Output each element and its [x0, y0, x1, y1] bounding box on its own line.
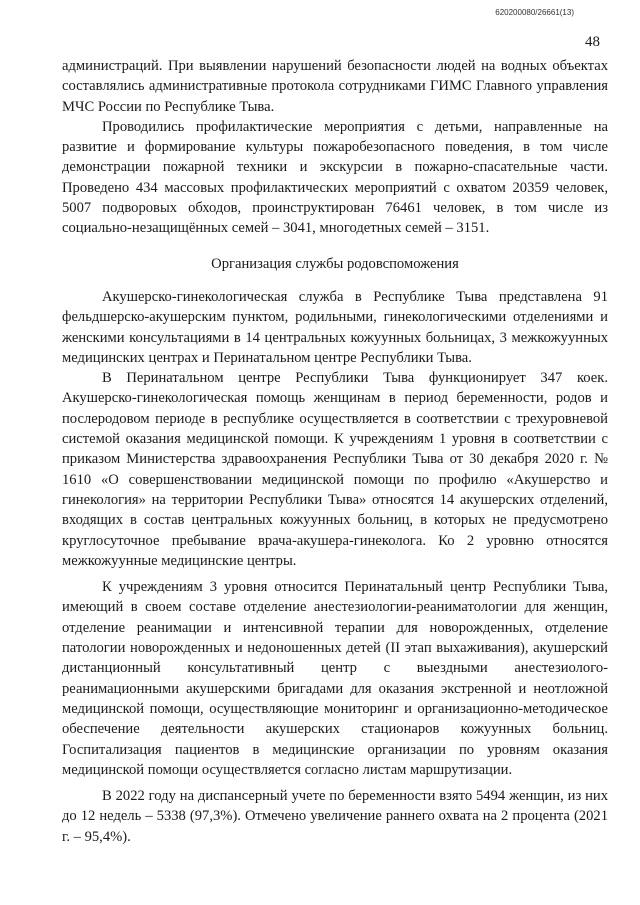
paragraph-perinatal-center: В Перинатальном центре Республики Тыва функционирует 347 коек. Акушерско-гинекологическая помощь женщинам в период беременности, родов и послеродовом периоде в республике осуществляется в соответствии с трехуровневой системой оказания медицинской помощи. К учреждениям 1 уровня в соответствии с приказом Министерства здравоохранения Республики Тыва от 30 декабря 2020 г. № 1610 «О совершенствовании медицинской помощи по профилю «Акушерство и гинекология» на территории Республики Тыва» относятся 14 акушерских отделений, входящих в состав центральных кожуунных больниц, в которых не предусмотрено круглосуточное пребывание врача-акушера-гинеколога. Ко 2 уровню относятся межкожуунные медицинские центры. — [62, 370, 608, 569]
section-heading: Организация службы родовспоможения — [211, 255, 459, 272]
paragraph-obstetric-service: Акушерско-гинекологическая служба в Республике Тыва представлена 91 фельдшерско-акушерским пунктом, родильными, гинекологическими отделениями и женскими консультациями в 14 центральных кожуунных больницах, 3 межкожуунных медицинских центрах и Перинатальном центре Республики Тыва. — [62, 288, 608, 366]
document-body — [62, 56, 608, 847]
page-number: 48 — [585, 34, 600, 50]
paragraph-prevention: Проводились профилактические мероприятия с детьми, направленные на развитие и формирование культуры пожаробезопасного поведения, в том числе демонстрации пожарной техники и экскурсии в пожарно-спасательные части. Проведено 434 массовых профилактических мероприятий с охватом 20359 человек, 5007 подворовых обходов, проинструктирован 76461 человек, в том числе из социально-незащищённых семей – 3041, многодетных семей – 3151. — [62, 118, 608, 237]
document-id: 620200080/26661(13) — [495, 8, 574, 17]
paragraph-gims: администраций. При выявлении нарушений безопасности людей на водных объектах составлялись административные протокола сотрудниками ГИМС Главного управления МЧС России по Республике Тыва. — [62, 58, 608, 115]
paragraph-dispensary: В 2022 году на диспансерный учете по беременности взято 5494 женщин, из них до 12 недель – 5338 (97,3%). Отмечено увеличение раннего охвата на 2 процента (2021 г. – 95,4%). — [62, 788, 608, 845]
paragraph-level-3: К учреждениям 3 уровня относится Перинатальный центр Республики Тыва, имеющий в своем составе отделение анестезиологии-реаниматологии для женщин, отделение реанимации и интенсивной терапии для новорожденных, отделение патологии новорожденных и недоношенных детей (II этап выхаживания), акушерский дистанционный консультативный центр с выездными анестезиолого-реанимационными акушерскими бригадами для оказания экстренной и неотложной медицинской помощи, осуществляющие мониторинг и организационно-методическое обеспечение деятельности акушерских стационаров кожуунных больниц. Госпитализация пациентов в медицинские организации по уровням оказания медицинской помощи осуществляется согласно листам маршрутизации. — [62, 579, 608, 778]
